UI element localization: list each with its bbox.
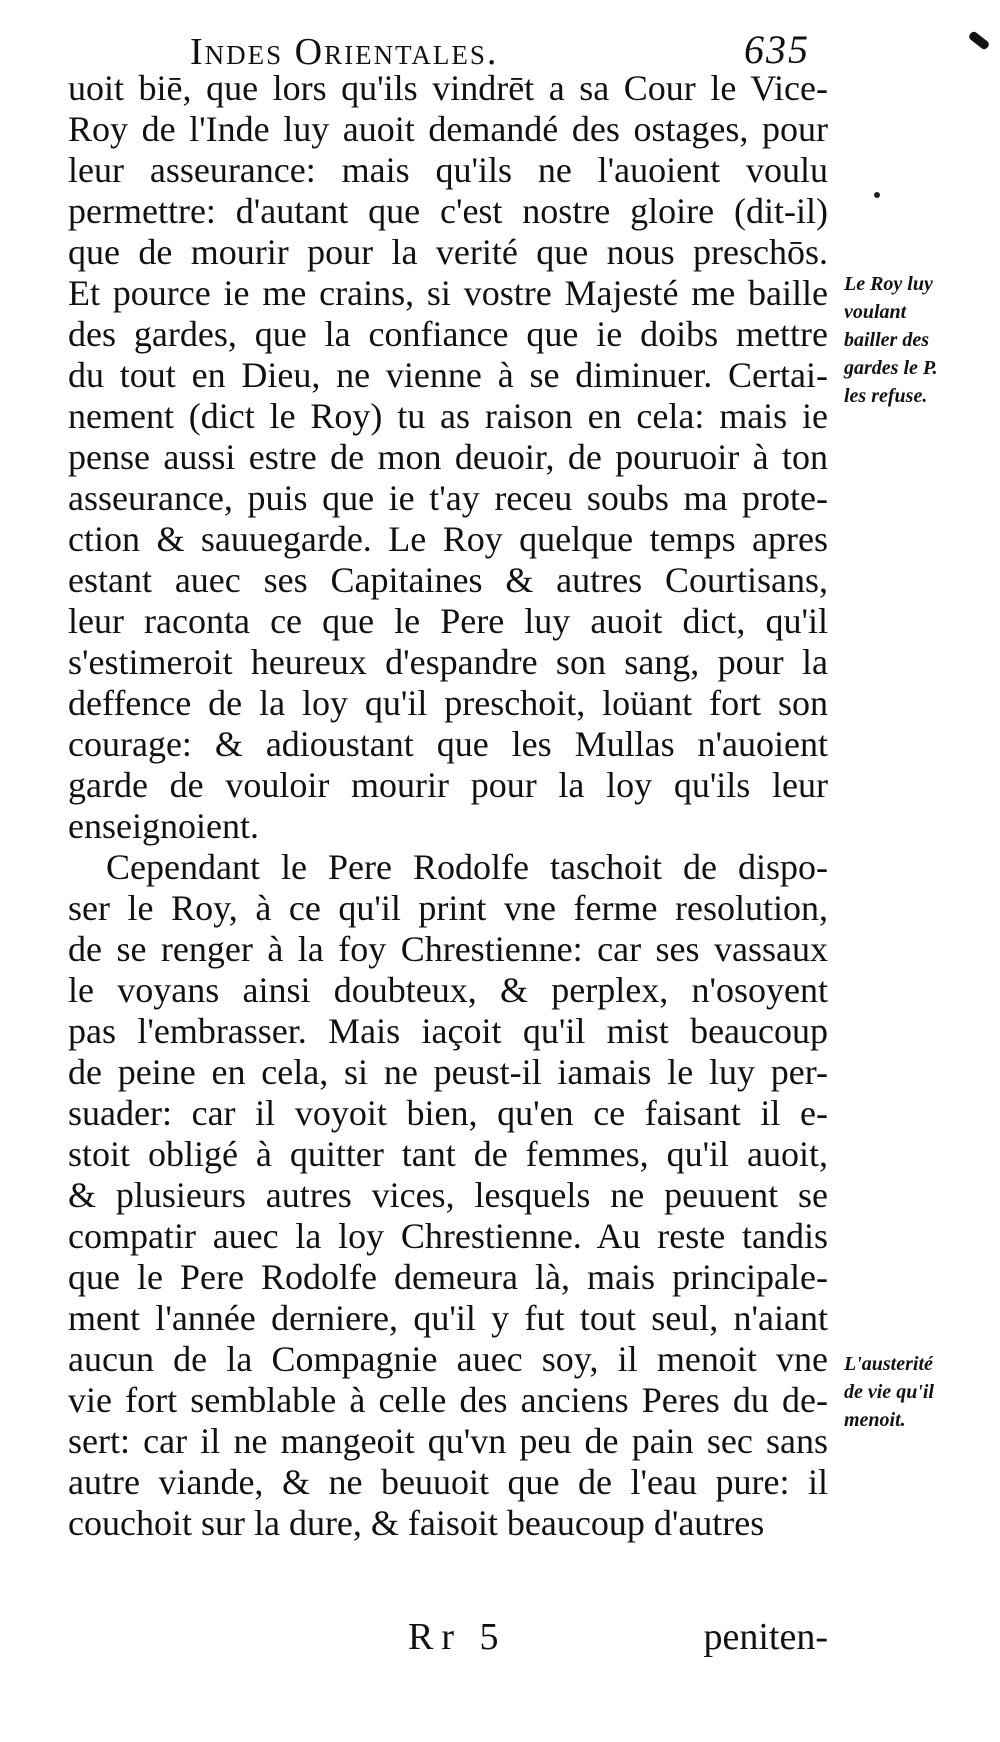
margin-note-line: de vie qu'il — [844, 1381, 934, 1403]
text-line: leur raconta ce que le Pere luy auoit dict, qu'il — [68, 601, 828, 641]
text-line: stoit obligé à quitter tant de femmes, qu'il auoit, — [68, 1134, 828, 1174]
text-line: de se renger à la foy Chrestienne: car ses vassaux — [68, 929, 828, 969]
text-line: pense aussi estre de mon deuoir, de pouruoir à ton — [68, 437, 828, 477]
page-footer — [68, 1615, 828, 1663]
margin-note — [844, 1350, 990, 1434]
text-line: ction & sauuegarde. Le Roy quelque temps apres — [68, 519, 828, 559]
text-line: nement (dict le Roy) tu as raison en cela: mais ie — [68, 396, 828, 436]
text-line: que le Pere Rodolfe demeura là, mais principale- — [68, 1257, 828, 1297]
text-line: & plusieurs autres vices, lesquels ne peuuent se — [68, 1175, 828, 1215]
text-line: asseurance, puis que ie t'ay receu soubs ma prote- — [68, 478, 828, 518]
margin-note-line: les refuse. — [844, 385, 928, 407]
text-line: s'estimeroit heureux d'espandre son sang, pour la — [68, 642, 828, 682]
text-line: sert: car il ne mangeoit qu'vn peu de pain sec sans — [68, 1421, 828, 1461]
text-line: aucun de la Compagnie auec soy, il menoit vne — [68, 1339, 828, 1379]
margin-note-line: voulant — [844, 301, 907, 323]
catchword: peniten- — [703, 1616, 828, 1658]
text-line: compatir auec la loy Chrestienne. Au reste tandis — [68, 1216, 828, 1256]
margin-note — [844, 270, 990, 410]
text-line: ser le Roy, à ce qu'il print vne ferme resolution, — [68, 888, 828, 928]
text-line: leur asseurance: mais qu'ils ne l'auoient voulu — [68, 150, 828, 190]
body-text — [68, 68, 828, 1544]
text-line: deffence de la loy qu'il preschoit, loüant fort son — [68, 683, 828, 723]
text-line: couchoit sur la dure, & faisoit beaucoup d'autres — [68, 1503, 765, 1543]
text-line: ment l'année derniere, qu'il y fut tout seul, n'aiant — [68, 1298, 828, 1338]
ink-dot — [874, 192, 880, 198]
margin-note-line: gardes le P. — [844, 357, 938, 379]
text-line: de peine en cela, si ne peust-il iamais le luy per- — [68, 1052, 828, 1092]
signature-mark: Rr 5 — [408, 1616, 507, 1658]
text-line: Roy de l'Inde luy auoit demandé des ostages, pour — [68, 109, 828, 149]
margin-note-line: L'austerité — [844, 1353, 933, 1375]
running-title: Indes Orientales. — [190, 31, 499, 73]
text-line: estant auec ses Capitaines & autres Courtisans, — [68, 560, 828, 600]
text-line: suader: car il voyoit bien, qu'en ce faisant il e- — [68, 1093, 828, 1133]
margin-note-line: Le Roy luy — [844, 273, 933, 295]
text-line: du tout en Dieu, ne vienne à se diminuer. Certai- — [68, 355, 828, 395]
text-line: que de mourir pour la verité que nous preschōs. — [68, 232, 828, 272]
text-line: permettre: d'autant que c'est nostre gloire (dit-il) — [68, 191, 828, 231]
text-line: uoit biē, que lors qu'ils vindrēt a sa Cour le Vice- — [68, 68, 828, 108]
text-line: garde de vouloir mourir pour la loy qu'ils leur — [68, 765, 828, 805]
text-line: courage: & adioustant que les Mullas n'auoient — [68, 724, 828, 764]
text-line: Et pource ie me crains, si vostre Majesté me baille — [68, 273, 828, 313]
page-number: 635 — [744, 27, 810, 72]
text-line: autre viande, & ne beuuoit que de l'eau pure: il — [68, 1462, 828, 1502]
text-line: le voyans ainsi doubteux, & perplex, n'osoyent — [68, 970, 828, 1010]
text-line: vie fort semblable à celle des anciens Peres du de- — [68, 1380, 828, 1420]
text-line: pas l'embrasser. Mais iaçoit qu'il mist beaucoup — [68, 1011, 828, 1051]
margin-note-line: bailler des — [844, 329, 929, 351]
text-line: des gardes, que la confiance que ie doibs mettre — [68, 314, 828, 354]
text-line: Cependant le Pere Rodolfe taschoit de dispo- — [106, 847, 828, 887]
margin-note-line: menoit. — [844, 1409, 906, 1431]
text-line: enseignoient. — [68, 806, 259, 846]
ink-mark — [968, 30, 991, 51]
